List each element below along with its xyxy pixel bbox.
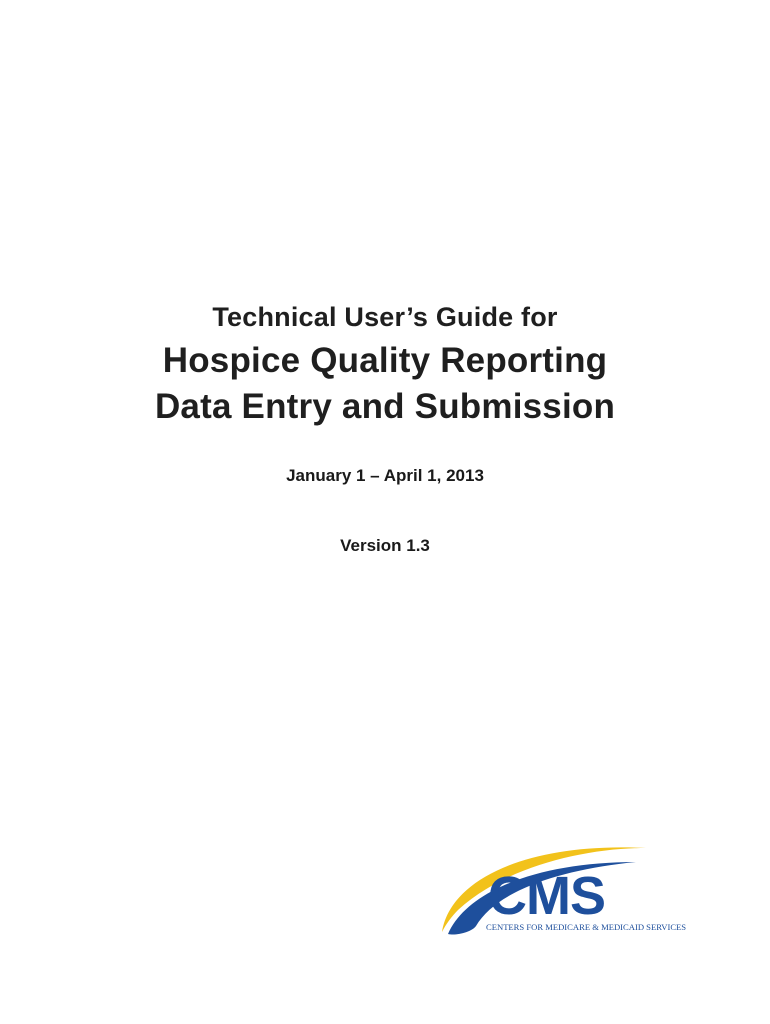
cms-logo <box>436 840 686 940</box>
document-subtitle: Technical User’s Guide for <box>212 302 558 332</box>
version-label: Version 1.3 <box>340 536 430 555</box>
document-title-line-1: Hospice Quality Reporting <box>162 341 608 380</box>
title-block <box>0 296 770 430</box>
cms-logo-graphic <box>436 840 686 940</box>
logo-tagline: CENTERS FOR MEDICARE & MEDICAID SERVICES <box>486 922 686 932</box>
date-range: January 1 – April 1, 2013 <box>286 466 484 485</box>
document-title-line-2: Data Entry and Submission <box>154 387 616 426</box>
logo-wordmark: CMS <box>488 866 605 926</box>
